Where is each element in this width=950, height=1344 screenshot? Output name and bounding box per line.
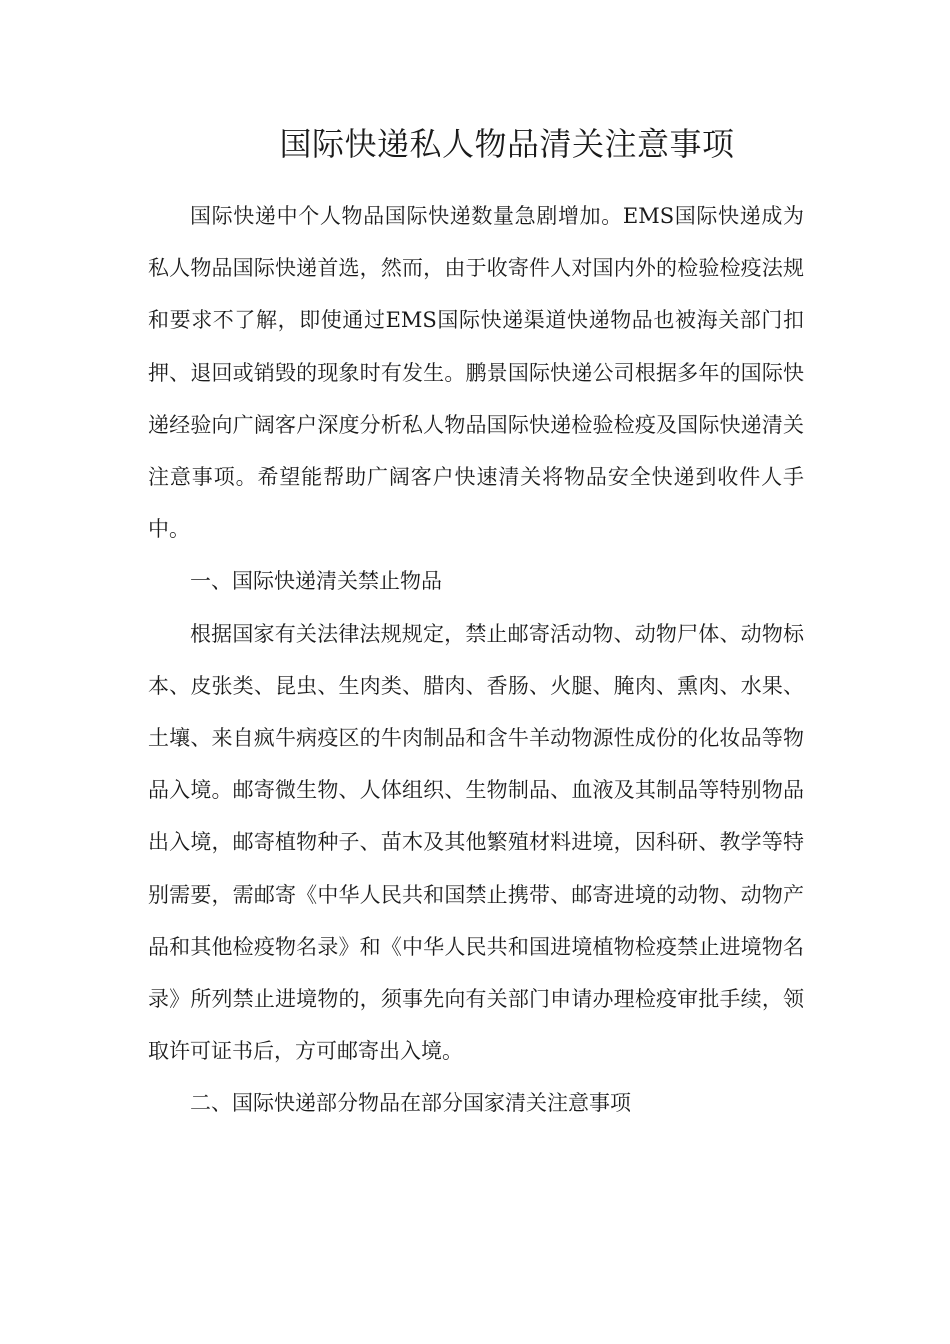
intro-paragraph: 国际快递中个人物品国际快递数量急剧增加。EMS国际快递成为私人物品国际快递首选，然而，由于收寄件人对国内外的检验检疫法规和要求不了解，即使通过EMS国际快递渠道快递物品也被海关部门扣押、退回或销毁的现象时有发生。鹏景国际快递公司根据多年的国际快递经验向广阔客户深度分析私人物品国际快递检验检疫及国际快递清关注意事项。希望能帮助广阔客户快速清关将物品安全快递到收件人手中。 [148, 204, 804, 542]
document-title: 国际快递私人物品清关注意事项 [279, 125, 735, 163]
prohibited-items-paragraph: 根据国家有关法律法规规定，禁止邮寄活动物、动物尸体、动物标本、皮张类、昆虫、生肉类、腊肉、香肠、火腿、腌肉、熏肉、水果、土壤、来自疯牛病疫区的牛肉制品和含牛羊动物源性成份的化妆品等物品入境。邮寄微生物、人体组织、生物制品、血液及其制品等特别物品出入境，邮寄植物种子、苗木及其他繁殖材料进境，因科研、教学等特别需要，需邮寄《中华人民共和国禁止携带、邮寄进境的动物、动物产品和其他检疫物名录》和《中华人民共和国进境植物检疫禁止进境物名录》所列禁止进境物的，须事先向有关部门申请办理检疫审批手续，领取许可证书后，方可邮寄出入境。 [148, 621, 804, 1064]
document-body [148, 190, 804, 1130]
section-heading-country-notes: 二、国际快递部分物品在部分国家清关注意事项 [190, 1091, 631, 1116]
section-heading-prohibited-items: 一、国际快递清关禁止物品 [190, 569, 442, 594]
